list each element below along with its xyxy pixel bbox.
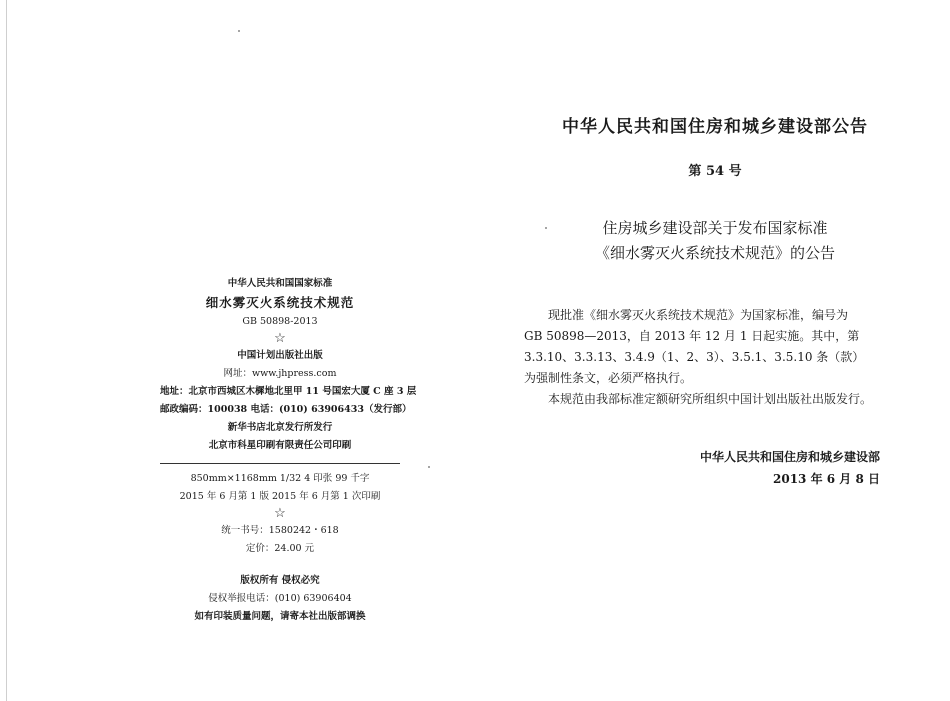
- body-line: 3.3.10、3.3.13、3.4.9（1、2、3）、3.5.1、3.5.10 条（款）: [524, 350, 865, 364]
- body-line: 现批准《细水雾灭火系统技术规范》为国家标准，编号为: [548, 308, 849, 322]
- scan-speck: [238, 30, 240, 32]
- subtitle-line: 《细水雾灭火系统技术规范》的公告: [594, 244, 835, 262]
- body-line: 为强制性条文，必须严格执行。: [524, 371, 693, 385]
- colophon-isbn: 统一书号：1580242・618: [221, 525, 339, 536]
- subtitle-line: 住房城乡建设部关于发布国家标准: [602, 219, 828, 237]
- announcement-body: [524, 305, 910, 410]
- scan-speck: [428, 466, 430, 468]
- divider: [160, 463, 400, 464]
- colophon-format: 850mm×1168mm 1/32 4 印张 99 千字: [190, 473, 370, 484]
- colophon-page: [160, 275, 417, 626]
- star-ornament: ☆: [274, 331, 286, 346]
- colophon-publisher: 中国计划出版社出版: [237, 350, 323, 361]
- body-line: GB 50898—2013，自 2013 年 12 月 1 日起实施。其中，第: [524, 329, 860, 343]
- colophon-price: 定价：24.00 元: [245, 543, 315, 554]
- announcement-number: 第 54 号: [688, 164, 742, 179]
- signature-date: 2013 年 6 月 8 日: [773, 472, 880, 486]
- page-edge: [6, 0, 7, 701]
- colophon-defect: 如有印装质量问题，请寄本社出版部调换: [194, 611, 366, 622]
- colophon-code: GB 50898-2013: [242, 316, 318, 327]
- colophon-rights: 版权所有 侵权必究: [240, 575, 320, 586]
- star-ornament: ☆: [274, 506, 286, 521]
- announcement-subtitle: [500, 216, 930, 266]
- colophon-distributor: 新华书店北京发行所发行: [227, 422, 333, 433]
- colophon-title: 细水雾灭火系统技术规范: [205, 295, 355, 310]
- colophon-edition: 2015 年 6 月第 1 版 2015 年 6 月第 1 次印刷: [179, 491, 381, 502]
- announcement-title: 中华人民共和国住房和城乡建设部公告: [562, 117, 868, 137]
- colophon-postal: 邮政编码：100038 电话：(010) 63906433（发行部）: [160, 404, 412, 415]
- signature-org: 中华人民共和国住房和城乡建设部: [699, 450, 880, 464]
- colophon-printer: 北京市科星印刷有限责任公司印刷: [208, 440, 352, 451]
- colophon-report: 侵权举报电话：(010) 63906404: [208, 593, 352, 604]
- announcement-signature: [640, 446, 880, 490]
- colophon-series: 中华人民共和国国家标准: [227, 278, 333, 289]
- colophon-website: 网址：www.jhpress.com: [223, 368, 337, 379]
- colophon-address: 地址：北京市西城区木樨地北里甲 11 号国宏大厦 C 座 3 层: [160, 386, 417, 397]
- body-line: 本规范由我部标准定额研究所组织中国计划出版社出版发行。: [548, 392, 873, 406]
